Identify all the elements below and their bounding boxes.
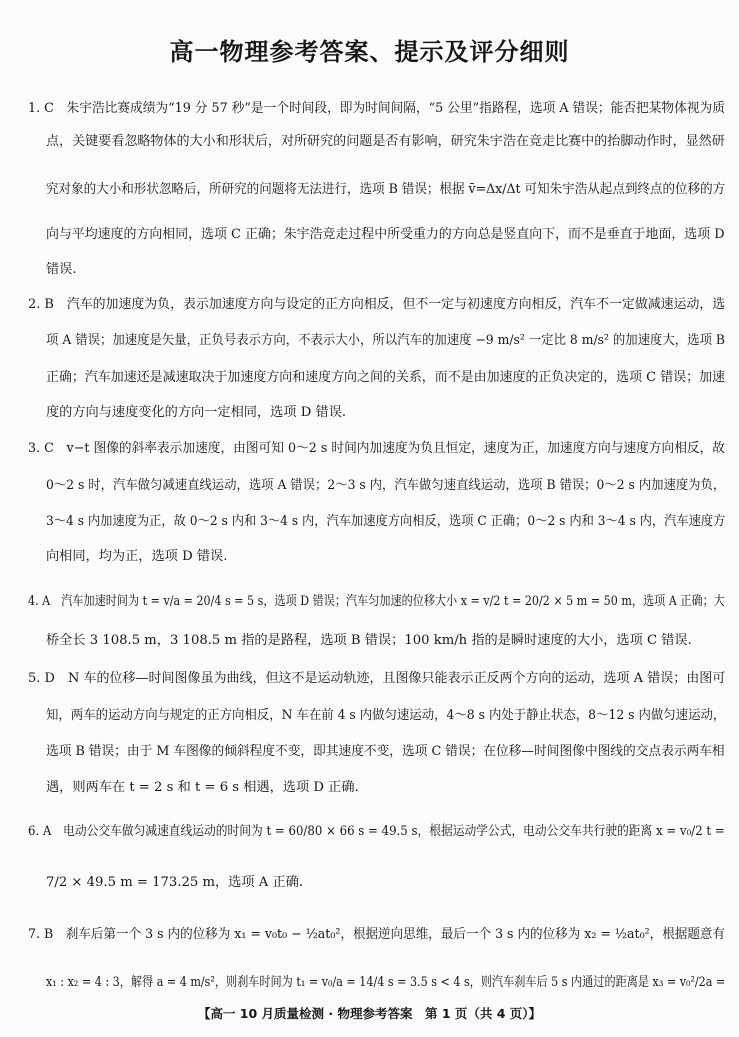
answer-line: 3～4 s 内加速度为正，故 0～2 s 内和 3～4 s 内，汽车加速度方向相反，选项 C 正确；0～2 s 内和 3～4 s 内，汽车速度方 — [46, 514, 726, 529]
answer-line: 遇，则两车在 t = 2 s 和 t = 6 s 相遇，选项 D 正确. — [46, 780, 359, 795]
answer-line: 究对象的大小和形状忽略后，所研究的问题将无法进行，选项 B 错误；根据 v̄=Δx/Δt 可知朱宇浩从起点到终点的位移的方 — [46, 182, 726, 197]
answer-line: 向与平均速度的方向相同，选项 C 正确；朱宇浩竞走过程中所受重力的方向总是竖直向下，而不是垂直于地面，选项 D — [46, 227, 725, 242]
answer-line: 3. C v−t 图像的斜率表示加速度，由图可知 0～2 s 时间内加速度为负且恒定，速度为正，加速度方向与速度方向相反，故 — [28, 441, 725, 456]
page-footer: 【高一 10 月质量检测 · 物理参考答案 第 1 页（共 4 页）】 — [197, 1006, 542, 1021]
answer-line: 2. B 汽车的加速度为负，表示加速度方向与设定的正方向相反，但不一定与初速度方向相反，汽车不一定做减速运动，选 — [28, 297, 726, 312]
answer-line: 7. B 刹车后第一个 3 s 内的位移为 x₁ = v₀t₀ − ½at₀²，根据逆向思维，最后一个 3 s 内的位移为 x₂ = ½at₀²，根据题意有 — [28, 927, 725, 942]
answer-line: 4. A 汽车加速时间为 t = v/a = 20/4 s = 5 s，选项 D 错误；汽车匀加速的位移大小 x = v/2 t = 20/2 × 5 m = 50 m，选项 A 正确；大 — [28, 594, 725, 609]
answer-line: 0～2 s 时，汽车做匀减速直线运动，选项 A 错误；2～3 s 内，汽车做匀速直线运动，选项 B 错误；0～2 s 内加速度为负， — [46, 478, 726, 493]
answer-line: 6. A 电动公交车做匀减速直线运动的时间为 t = 60/80 × 66 s = 49.5 s，根据运动学公式，电动公交车共行驶的距离 x = v₀/2 t = — [28, 824, 725, 839]
page-title: 高一物理参考答案、提示及评分细则 — [169, 38, 570, 66]
answer-line: 错误. — [46, 262, 77, 277]
answer-line: 点，关键要看忽略物体的大小和形状后，对所研究的问题是否有影响，研究朱宇浩在竞走比赛中的抬脚动作时，显然研 — [46, 134, 725, 149]
answer-line: 知，两车的运动方向与规定的正方向相反，N 车在前 4 s 内做匀速运动，4～8 s 内处于静止状态，8～12 s 内做匀速运动， — [46, 708, 726, 723]
answer-line: x₁ : x₂ = 4 : 3，解得 a = 4 m/s²，则刹车时间为 t₁ = v₀/a = 14/4 s = 3.5 s < 4 s，则汽车刹车后 5 s 内通过的距离是 x₃ = v₀²/2a = — [46, 975, 726, 990]
answer-line: 7/2 × 49.5 m = 173.25 m，选项 A 正确. — [46, 875, 304, 890]
answer-line: 向相同，均为正，选项 D 错误. — [46, 549, 228, 564]
answer-line: 项 A 错误；加速度是矢量，正负号表示方向，不表示大小，所以汽车的加速度 −9 m/s² 一定比 8 m/s² 的加速度大，选项 B — [46, 333, 725, 348]
answer-line: 5. D N 车的位移—时间图像虽为曲线，但这不是运动轨迹，且图像只能表示正反两个方向的运动，选项 A 错误；由图可 — [28, 671, 726, 686]
answer-line: 桥全长 3 108.5 m，3 108.5 m 指的是路程，选项 B 错误；100 km/h 指的是瞬时速度的大小，选项 C 错误. — [46, 633, 692, 648]
answer-line: 正确；汽车加速还是减速取决于加速度方向和速度方向之间的关系，而不是由加速度的正负决定的，选项 C 错误；加速 — [46, 370, 726, 385]
answer-line: 1. C 朱宇浩比赛成绩为“19 分 57 秒”是一个时间段，即为时间间隔，“5 公里”指路程，选项 A 错误；能否把某物体视为质 — [28, 101, 725, 116]
answer-line: 度的方向与速度变化的方向一定相同，选项 D 错误. — [46, 405, 347, 420]
answer-line: 选项 B 错误；由于 M 车图像的倾斜程度不变，即其速度不变，选项 C 错误；在位移—时间图像中图线的交点表示两车相 — [46, 744, 725, 759]
